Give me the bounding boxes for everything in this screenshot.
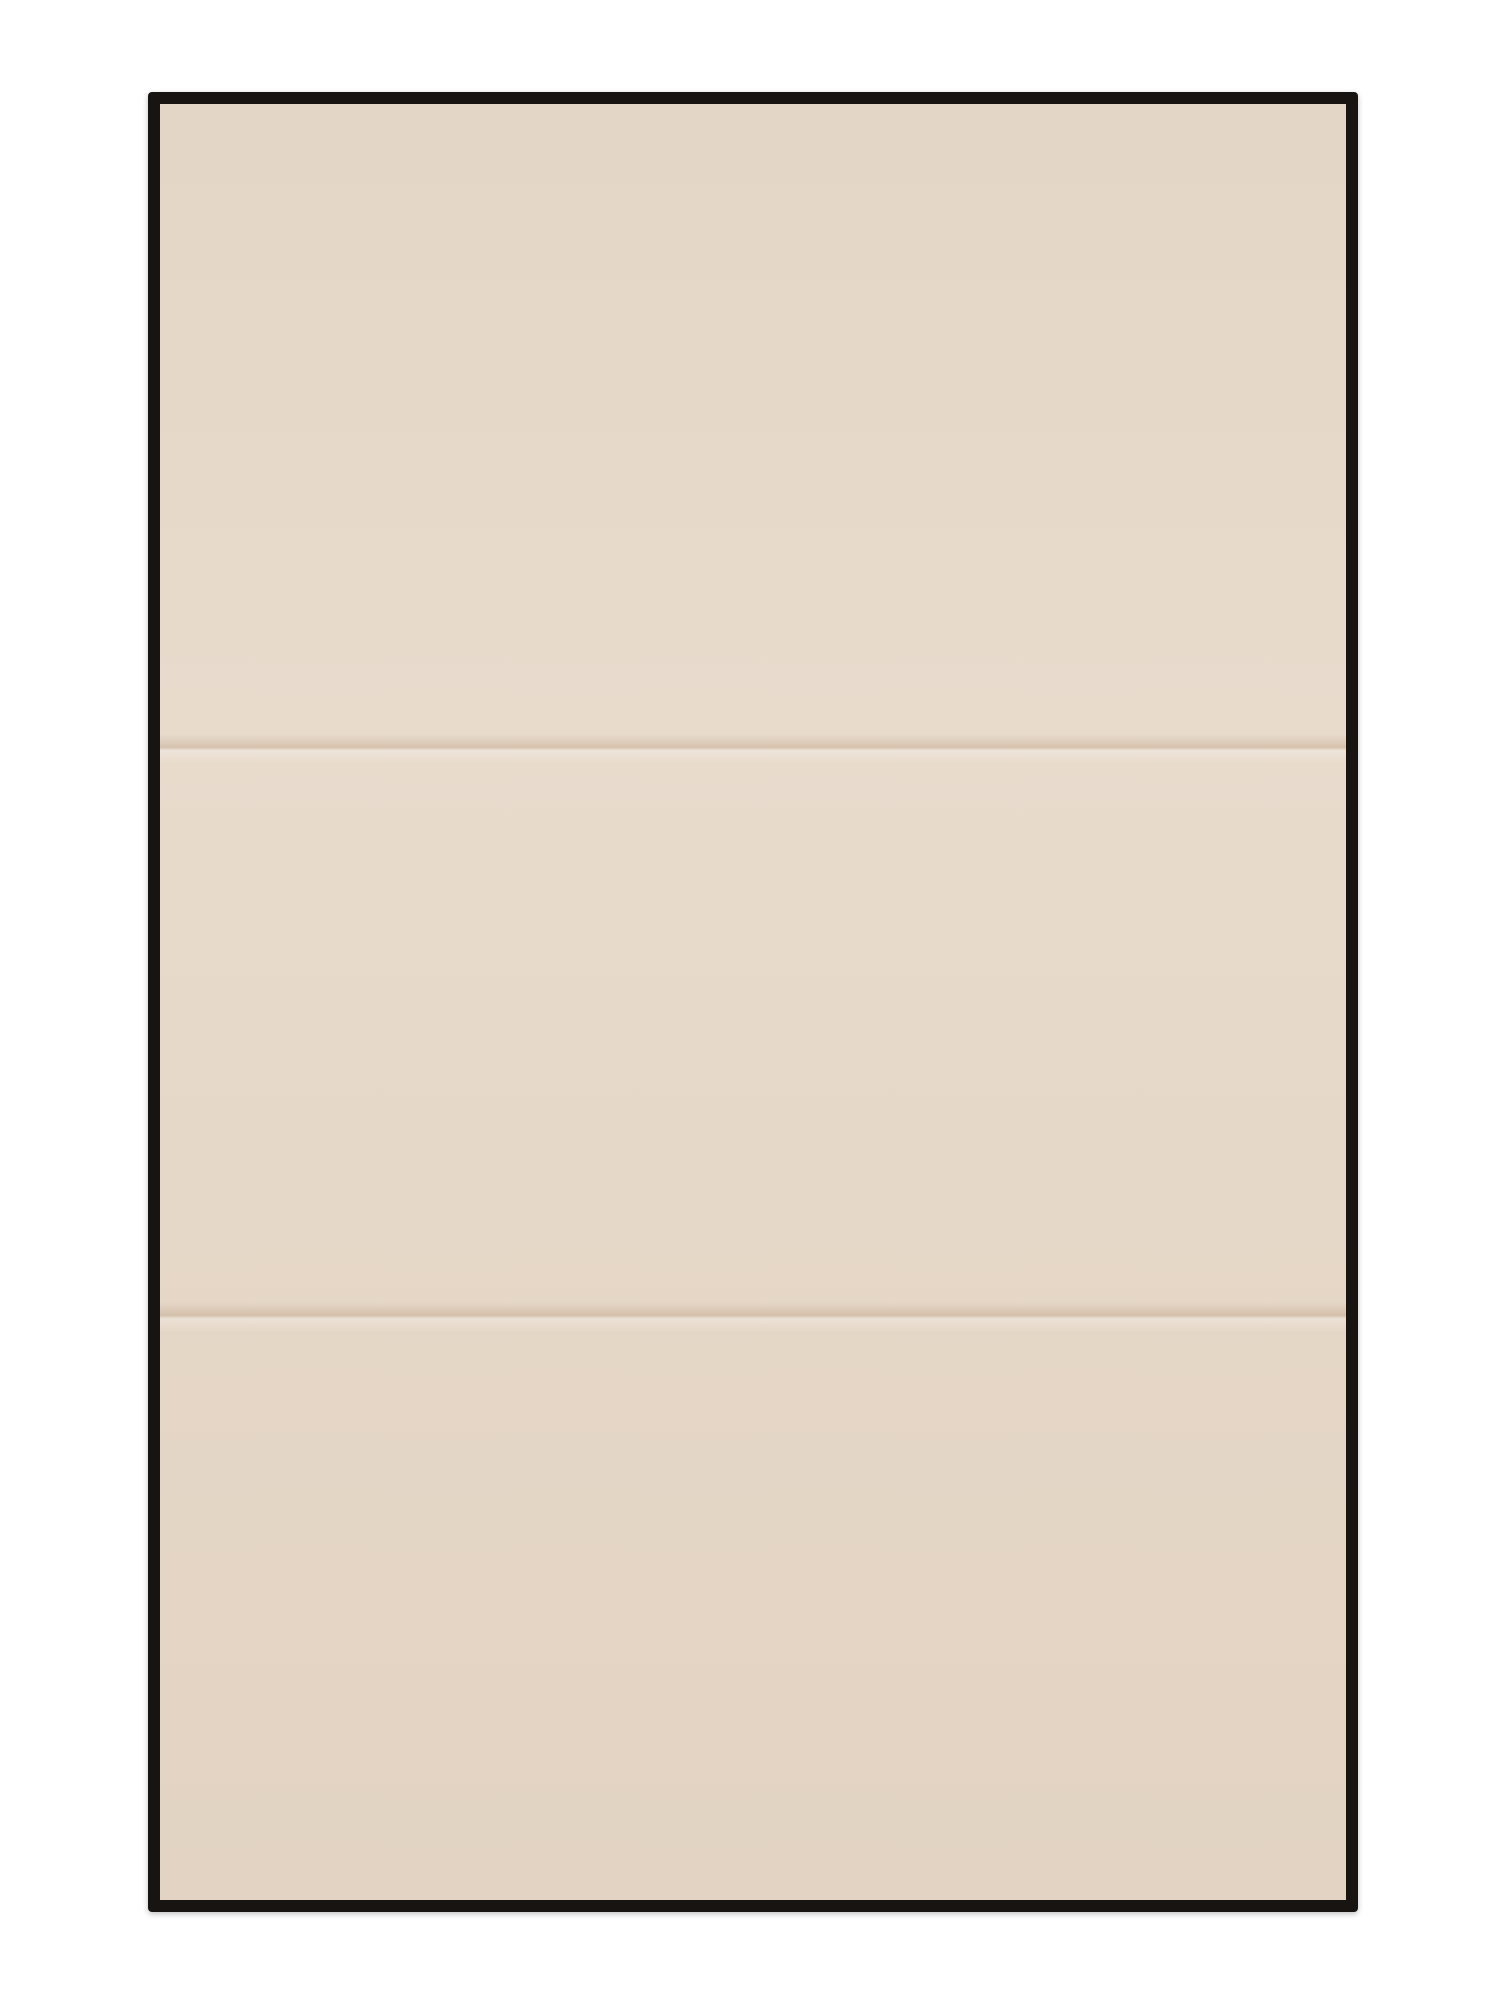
fold-crease [160, 1302, 1346, 1332]
document-paper [160, 104, 1346, 1900]
fold-crease [160, 734, 1346, 764]
